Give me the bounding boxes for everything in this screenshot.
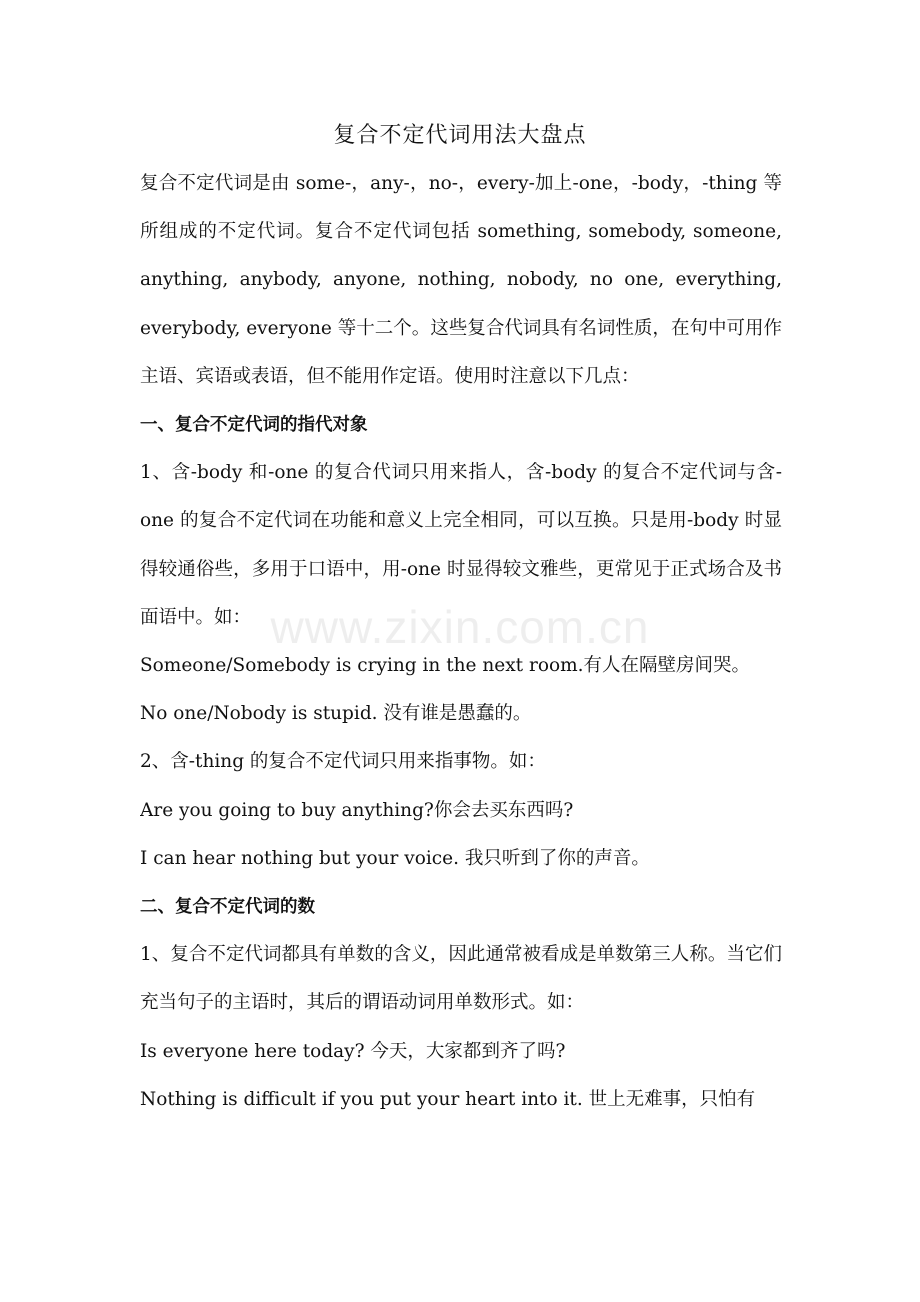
example-sentence: Nothing is difficult if you put your heart into it. 世上无难事，只怕有: [140, 1088, 756, 1110]
section-2-point-1: 1、复合不定代词都具有单数的含义，因此通常被看成是单数第三人称。当它们充当句子的主语时，其后的谓语动词用单数形式。如：: [140, 944, 782, 1014]
example-sentence: No one/Nobody is stupid. 没有谁是愚蠢的。: [140, 703, 532, 725]
document-title: 复合不定代词用法大盘点: [333, 123, 587, 148]
watermark: www.zixin.com.cn: [270, 601, 650, 653]
example-sentence: I can hear nothing but your voice. 我只听到了你的声音。: [140, 847, 650, 869]
section-1-point-2: 2、含-thing 的复合不定代词只用来指事物。如：: [140, 751, 546, 773]
example-sentence: Are you going to buy anything?你会去买东西吗?: [140, 799, 574, 821]
example-sentence: Is everyone here today? 今天，大家都到齐了吗?: [140, 1040, 566, 1062]
example-sentence: Someone/Somebody is crying in the next room.有人在隔壁房间哭。: [140, 655, 751, 677]
section-2-heading: 二、复合不定代词的数: [140, 897, 315, 918]
intro-paragraph: 复合不定代词是由 some-，any-，no-，every-加上-one，-body，-thing 等所组成的不定代词。复合不定代词包括 something, somebody, someone, anything, anybody, anyone, nothing, nobody, no one, everything, everybody, everyone 等十二个。这些复合代词具有名词性质，在句中可用作主语、宾语或表语，但不能用作定语。使用时注意以下几点：: [140, 173, 782, 387]
section-1-heading: 一、复合不定代词的指代对象: [140, 415, 368, 436]
document-body: [140, 160, 782, 1124]
section-1-point-1: 1、含-body 和-one 的复合代词只用来指人，含-body 的复合不定代词与含-one 的复合不定代词在功能和意义上完全相同，可以互换。只是用-body 时显得较通俗些，多用于口语中，用-one 时显得较文雅些，更常见于正式场合及书面语中。如：: [140, 462, 782, 628]
